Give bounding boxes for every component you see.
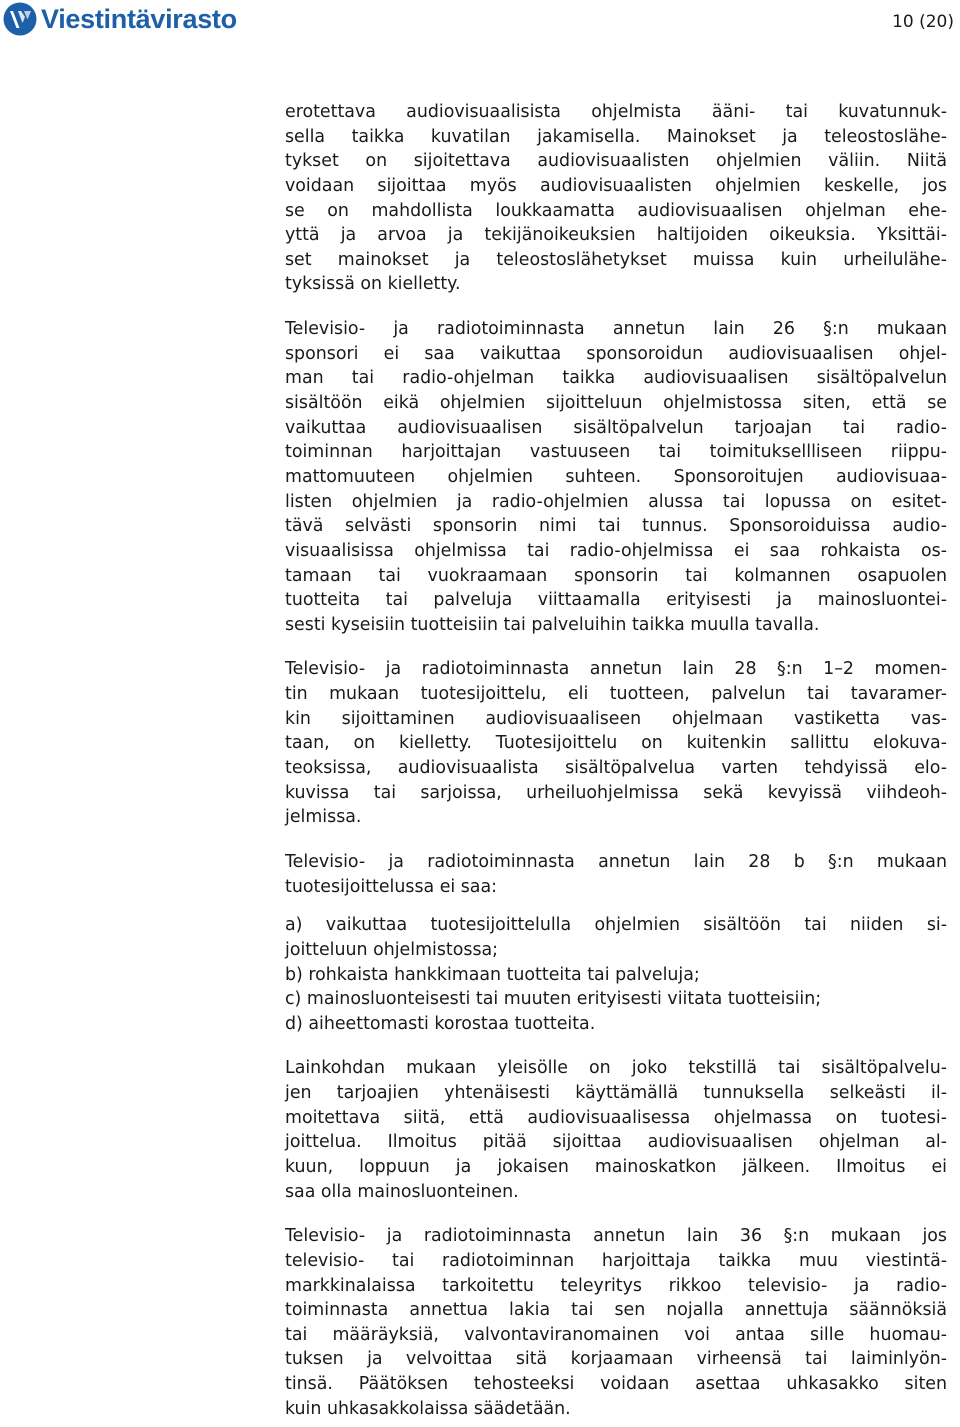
text-line: sella taikka kuvatilan jakamisella. Mainokset ja teleostoslähe- [285, 126, 947, 147]
text-line: tyksissä on kielletty. [285, 274, 461, 295]
text-line: Televisio- ja radiotoiminnasta annetun lain 28 b §:n mukaan [285, 851, 947, 872]
paragraph [285, 100, 947, 297]
text-line: Televisio- ja radiotoiminnasta annetun lain 26 §:n mukaan [285, 319, 947, 340]
text-line: tykset on sijoitettava audiovisuaalisten ohjelmien väliin. Niitä [285, 151, 947, 172]
text-line: listen ohjelmien ja radio-ohjelmien alussa tai lopussa on esitet- [285, 491, 947, 512]
text-line: Televisio- ja radiotoiminnasta annetun lain 36 §:n mukaan jos [285, 1226, 947, 1247]
text-line: tinsä. Päätöksen tehosteeksi voidaan asettaa uhkasakko siten [285, 1374, 947, 1395]
page-number: 10 (20) [892, 12, 954, 32]
list-item: joitteluun ohjelmistossa; [285, 939, 499, 960]
list-item: a) vaikuttaa tuotesijoittelulla ohjelmien sisältöön tai niiden si- [285, 915, 947, 936]
paragraph [285, 1056, 947, 1204]
text-line: mattomuuteen ohjelmien suhteen. Sponsoroitujen audiovisuaa- [285, 466, 947, 487]
text-line: sisältöön eikä ohjelmien sijoitteluun ohjelmistossa siten, että se [285, 393, 947, 414]
text-line: tävä selvästi sponsorin nimi tai tunnus. Sponsoroiduissa audio- [285, 516, 947, 537]
text-line: erotettava audiovisuaalisista ohjelmista ääni- tai kuvatunnuk- [285, 102, 947, 122]
text-line: kin sijoittaminen audiovisuaaliseen ohjelmaan vastiketta vas- [285, 708, 947, 729]
list-item: c) mainosluonteisesti tai muuten erityisesti viitata tuotteisiin; [285, 989, 822, 1010]
document-body [285, 100, 947, 1421]
text-line: tuotteita tai palveluja viittaamalla erityisesti ja mainosluontei- [285, 590, 947, 611]
paragraph [285, 317, 947, 637]
logo [2, 1, 237, 37]
text-line: teoksissa, audiovisuaalista sisältöpalvelua varten tehdyissä elo- [285, 758, 947, 779]
text-line: toiminnan harjoittajan vastuuseen tai toimituksellliseen riippu- [285, 442, 947, 463]
text-line: tamaan tai vuokraamaan sponsorin tai kolmannen osapuolen [285, 565, 947, 586]
list-item: b) rohkaista hankkimaan tuotteita tai palveluja; [285, 964, 700, 985]
text-line: Lainkohdan mukaan yleisölle on joko tekstillä tai sisältöpalvelu- [285, 1058, 947, 1079]
text-line: jelmissa. [285, 807, 362, 828]
list-item: d) aiheettomasti korostaa tuotteita. [285, 1013, 596, 1034]
text-line: set mainokset ja teleostoslähetykset muissa kuin urheilulähe- [285, 249, 947, 270]
text-line: jen tarjoajien yhtenäisesti käyttämällä tunnuksella selkeästi il- [285, 1083, 947, 1104]
text-line: sesti kyseisiin tuotteisiin tai palveluihin taikka muulla tavalla. [285, 614, 820, 635]
text-line: vaikuttaa audiovisuaalisen sisältöpalvelun tarjoajan tai radio- [285, 417, 947, 438]
text-line: tuksen ja velvoittaa sitä korjaamaan virheensä tai laiminlyön- [285, 1349, 947, 1370]
text-line: taan, on kielletty. Tuotesijoittelu on kuitenkin sallittu elokuva- [285, 733, 947, 754]
text-line: sponsori ei saa vaikuttaa sponsoroidun audiovisuaalisen ohjel- [285, 343, 947, 364]
text-line: moitettava siitä, että audiovisuaalisessa ohjelmassa on tuotesi- [285, 1107, 947, 1128]
page-header [0, 0, 960, 48]
text-line: tai määräyksiä, valvontaviranomainen voi antaa sille huomau- [285, 1324, 947, 1345]
text-line: televisio- tai radiotoiminnan harjoittaja taikka muu viestintä- [285, 1250, 947, 1271]
text-line: man tai radio-ohjelman taikka audiovisuaalisen sisältöpalvelun [285, 368, 947, 389]
text-line: tuotesijoittelussa ei saa: [285, 876, 497, 897]
list [285, 913, 947, 1036]
text-line: markkinalaissa tarkoitettu teleyritys rikkoo televisio- ja radio- [285, 1275, 947, 1296]
text-line: kuvissa tai sarjoissa, urheiluohjelmissa sekä kevyissä viihdeoh- [285, 782, 947, 803]
text-line: tin mukaan tuotesijoittelu, eli tuotteen, palvelun tai tavaramer- [285, 684, 947, 705]
text-line: kuin uhkasakkolaissa säädetään. [285, 1398, 571, 1419]
text-line: yttä ja arvoa ja tekijänoikeuksien haltijoiden oikeuksia. Yksittäi- [285, 225, 947, 246]
text-line: joittelua. Ilmoitus pitää sijoittaa audiovisuaalisen ohjelman al- [285, 1132, 947, 1153]
paragraph [285, 1224, 947, 1421]
text-line: voidaan sijoittaa myös audiovisuaalisten ohjelmien keskelle, jos [285, 175, 947, 196]
paragraph [285, 657, 947, 829]
text-line: saa olla mainosluonteinen. [285, 1181, 519, 1202]
viestintavirasto-logo-icon [2, 1, 38, 37]
text-line: se on mahdollista loukkaamatta audiovisuaalisen ohjelman ehe- [285, 200, 947, 221]
text-line: visuaalisissa ohjelmissa tai radio-ohjelmissa ei saa rohkaista os- [285, 540, 947, 561]
text-line: Televisio- ja radiotoiminnasta annetun lain 28 §:n 1–2 momen- [285, 659, 947, 680]
text-line: kuun, loppuun ja jokaisen mainoskatkon jälkeen. Ilmoitus ei [285, 1156, 947, 1177]
text-line: toiminnasta annettua lakia tai sen nojalla annettuja säännöksiä [285, 1300, 947, 1321]
paragraph [285, 850, 947, 899]
logo-text: Viestintävirasto [41, 4, 237, 34]
